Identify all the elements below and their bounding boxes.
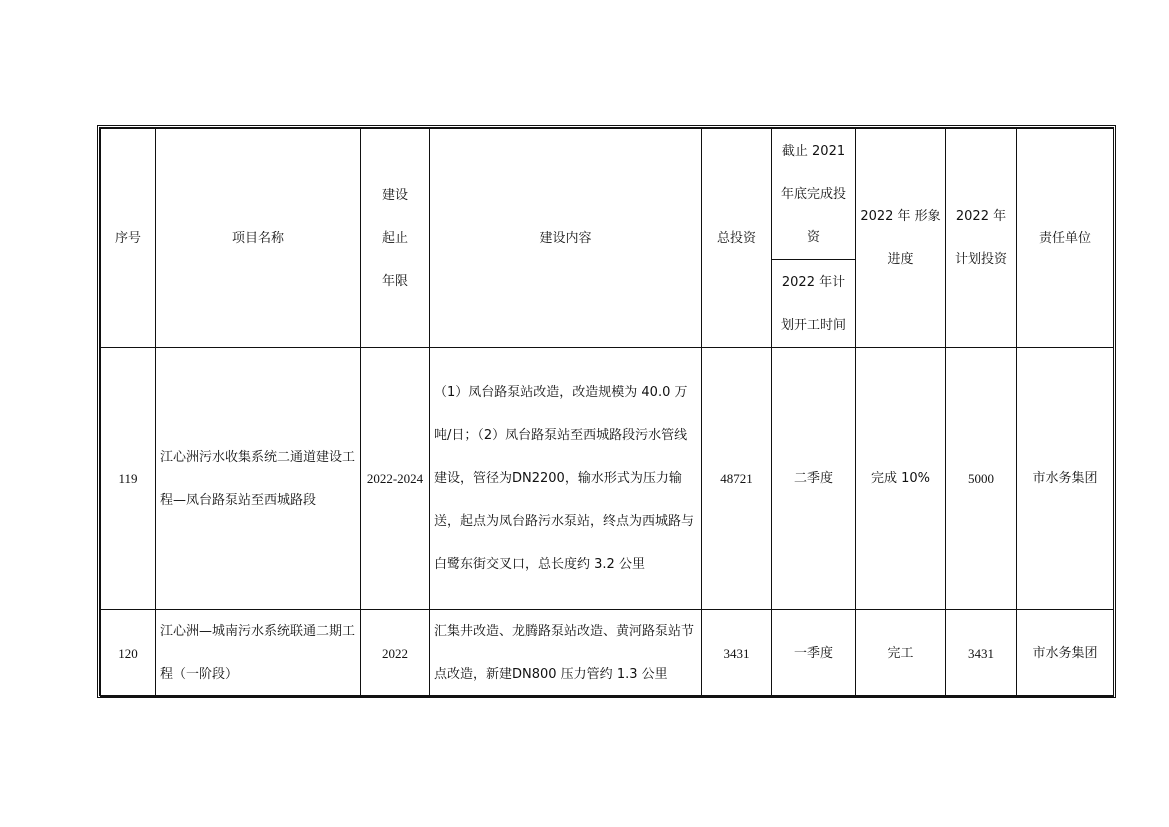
- row-plan-investment: 3431: [946, 610, 1017, 697]
- header-period-line: 年限: [381, 273, 408, 289]
- table-row: [101, 348, 1114, 610]
- table-row: [101, 610, 1114, 697]
- header-progress-2022: 2022 年 形象进度: [856, 129, 946, 348]
- header-responsible-unit: 责任单位: [1017, 129, 1114, 348]
- header-total-investment: 总投资: [702, 129, 772, 348]
- header-period-line: 建设: [381, 187, 408, 203]
- row-progress: 完工: [856, 610, 946, 697]
- row-seq: 120: [101, 610, 156, 697]
- row-start-time: 二季度: [772, 348, 856, 610]
- header-plan-2022: 2022 年 计划投资: [946, 129, 1017, 348]
- header-project-name: 项目名称: [156, 129, 361, 348]
- row-total-investment: 3431: [702, 610, 772, 697]
- header-seq: 序号: [101, 129, 156, 348]
- header-start-2022: 2022 年计划开工时间: [772, 260, 856, 348]
- header-period: [361, 129, 430, 348]
- header-content: 建设内容: [430, 129, 702, 348]
- row-progress: 完成 10%: [856, 348, 946, 610]
- header-period-line: 起止: [381, 230, 408, 246]
- row-total-investment: 48721: [702, 348, 772, 610]
- header-row: [101, 129, 1114, 260]
- row-project-name: 江心洲污水收集系统二通道建设工程—凤台路泵站至西城路段: [156, 348, 361, 610]
- row-content: （1）凤台路泵站改造，改造规模为 40.0 万吨/日；（2）凤台路泵站至西城路段污水管线建设，管径为DN2200，输水形式为压力输送，起点为凤台路污水泵站，终点为西城路与白鹭东街交叉口，总长度约 3.2 公里: [430, 348, 702, 610]
- row-responsible-unit: 市水务集团: [1017, 348, 1114, 610]
- project-table-frame: [97, 125, 1116, 698]
- header-done-by-2021: 截止 2021 年底完成投资: [772, 129, 856, 260]
- row-period: 2022-2024: [361, 348, 430, 610]
- row-start-time: 一季度: [772, 610, 856, 697]
- project-table: [100, 128, 1114, 697]
- row-plan-investment: 5000: [946, 348, 1017, 610]
- row-responsible-unit: 市水务集团: [1017, 610, 1114, 697]
- row-seq: 119: [101, 348, 156, 610]
- row-content: 汇集井改造、龙腾路泵站改造、黄河路泵站节点改造，新建DN800 压力管约 1.3 公里: [430, 610, 702, 697]
- row-period: 2022: [361, 610, 430, 697]
- row-project-name: 江心洲—城南污水系统联通二期工程（一阶段）: [156, 610, 361, 697]
